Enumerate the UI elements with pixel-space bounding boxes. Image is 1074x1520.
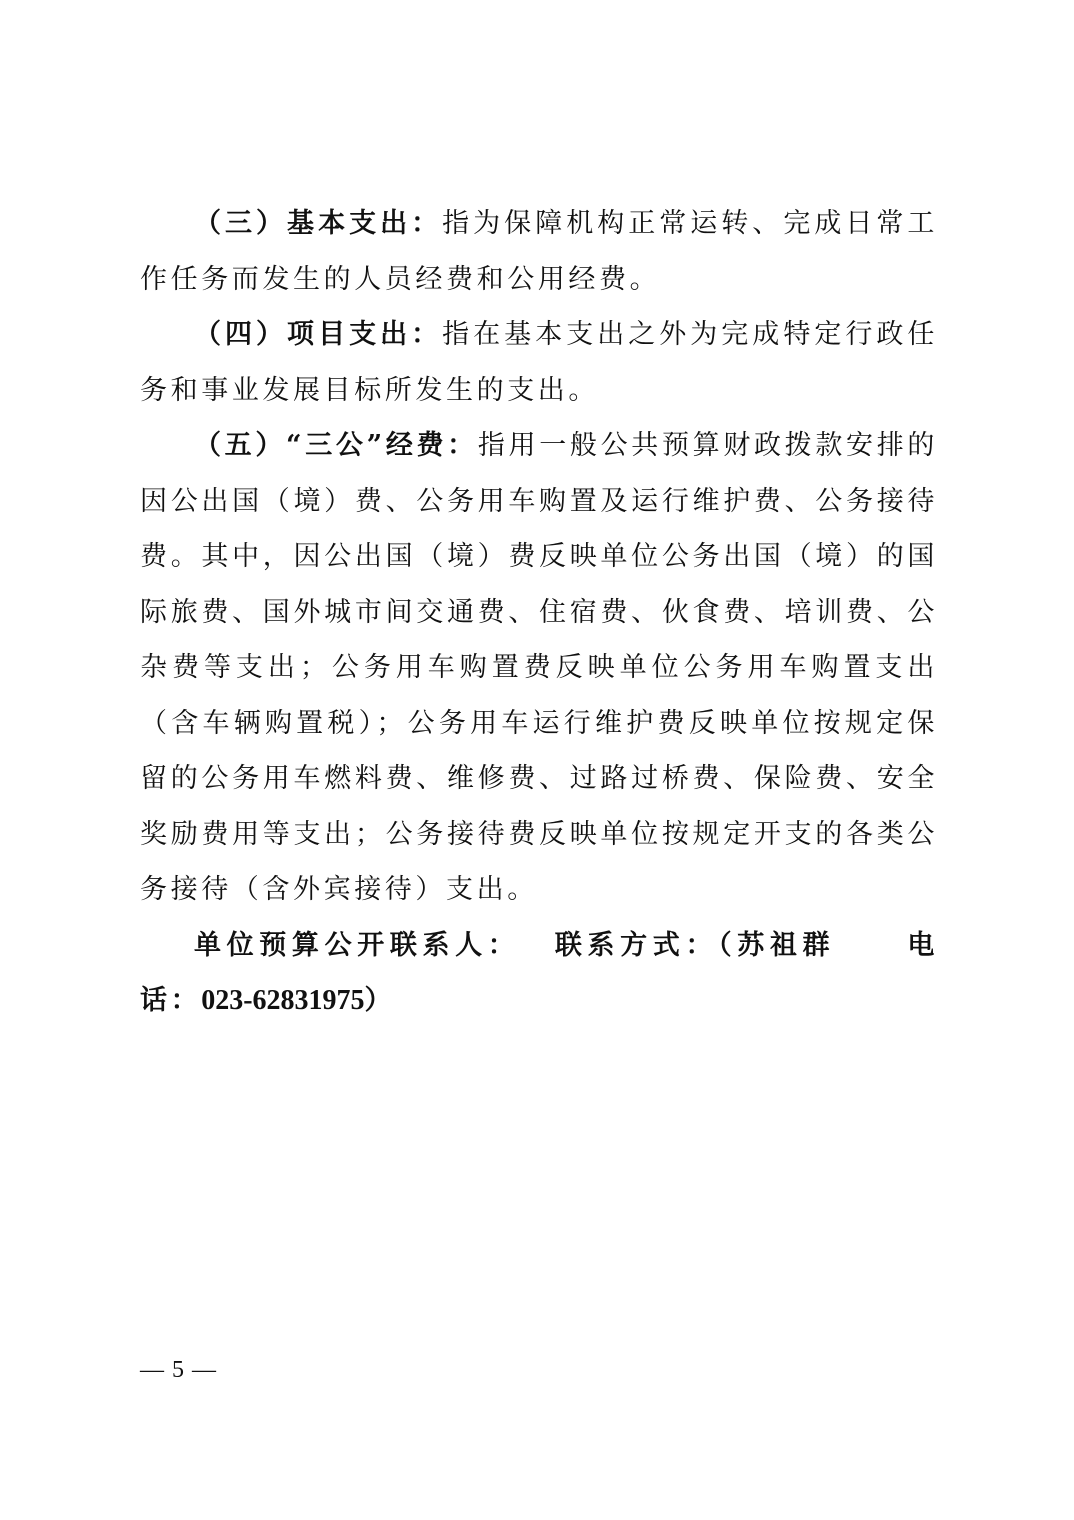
document-body (140, 196, 938, 1029)
section-basic-expenditure (140, 196, 938, 307)
section-term: （四）项目支出： (194, 319, 443, 350)
section-term: （五）“三公”经费： (194, 430, 478, 461)
section-text: 指用一般公共预算财政拨款安排的因公出国（境）费、公务用车购置及运行维护费、公务接待费。其中，因公出国（境）费反映单位公务出国（境）的国际旅费、国外城市间交通费、住宿费、伙食费、培训费、公杂费等支出；公务用车购置费反映单位公务用车购置支出（含车辆购置税）；公务用车运行维护费反映单位按规定保留的公务用车燃料费、维修费、过路过桥费、保险费、安全奖励费用等支出；公务接待费反映单位按规定开支的各类公务接待（含外宾接待）支出。 (140, 430, 939, 905)
section-text: 指在基本支出之外为完成特定行政任务和事业发展目标所发生的支出。 (140, 319, 938, 406)
phone-number: 023-62831975 (201, 985, 365, 1016)
section-project-expenditure (140, 307, 938, 418)
phone-label: 电话： (140, 929, 939, 1016)
section-three-public-expenses (140, 418, 938, 918)
contact-method-label: 联系方式： (552, 929, 719, 961)
contact-info (140, 918, 938, 1029)
contact-open: （苏祖群 (718, 929, 836, 961)
section-term: （三）基本支出： (194, 208, 443, 239)
section-text: 指为保障机构正常运转、完成日常工作任务而发生的人员经费和公用经费。 (140, 208, 938, 295)
page-number: — 5 — (140, 1357, 217, 1383)
contact-label: 单位预算公开联系人： (194, 929, 521, 961)
contact-close: ） (364, 985, 396, 1016)
